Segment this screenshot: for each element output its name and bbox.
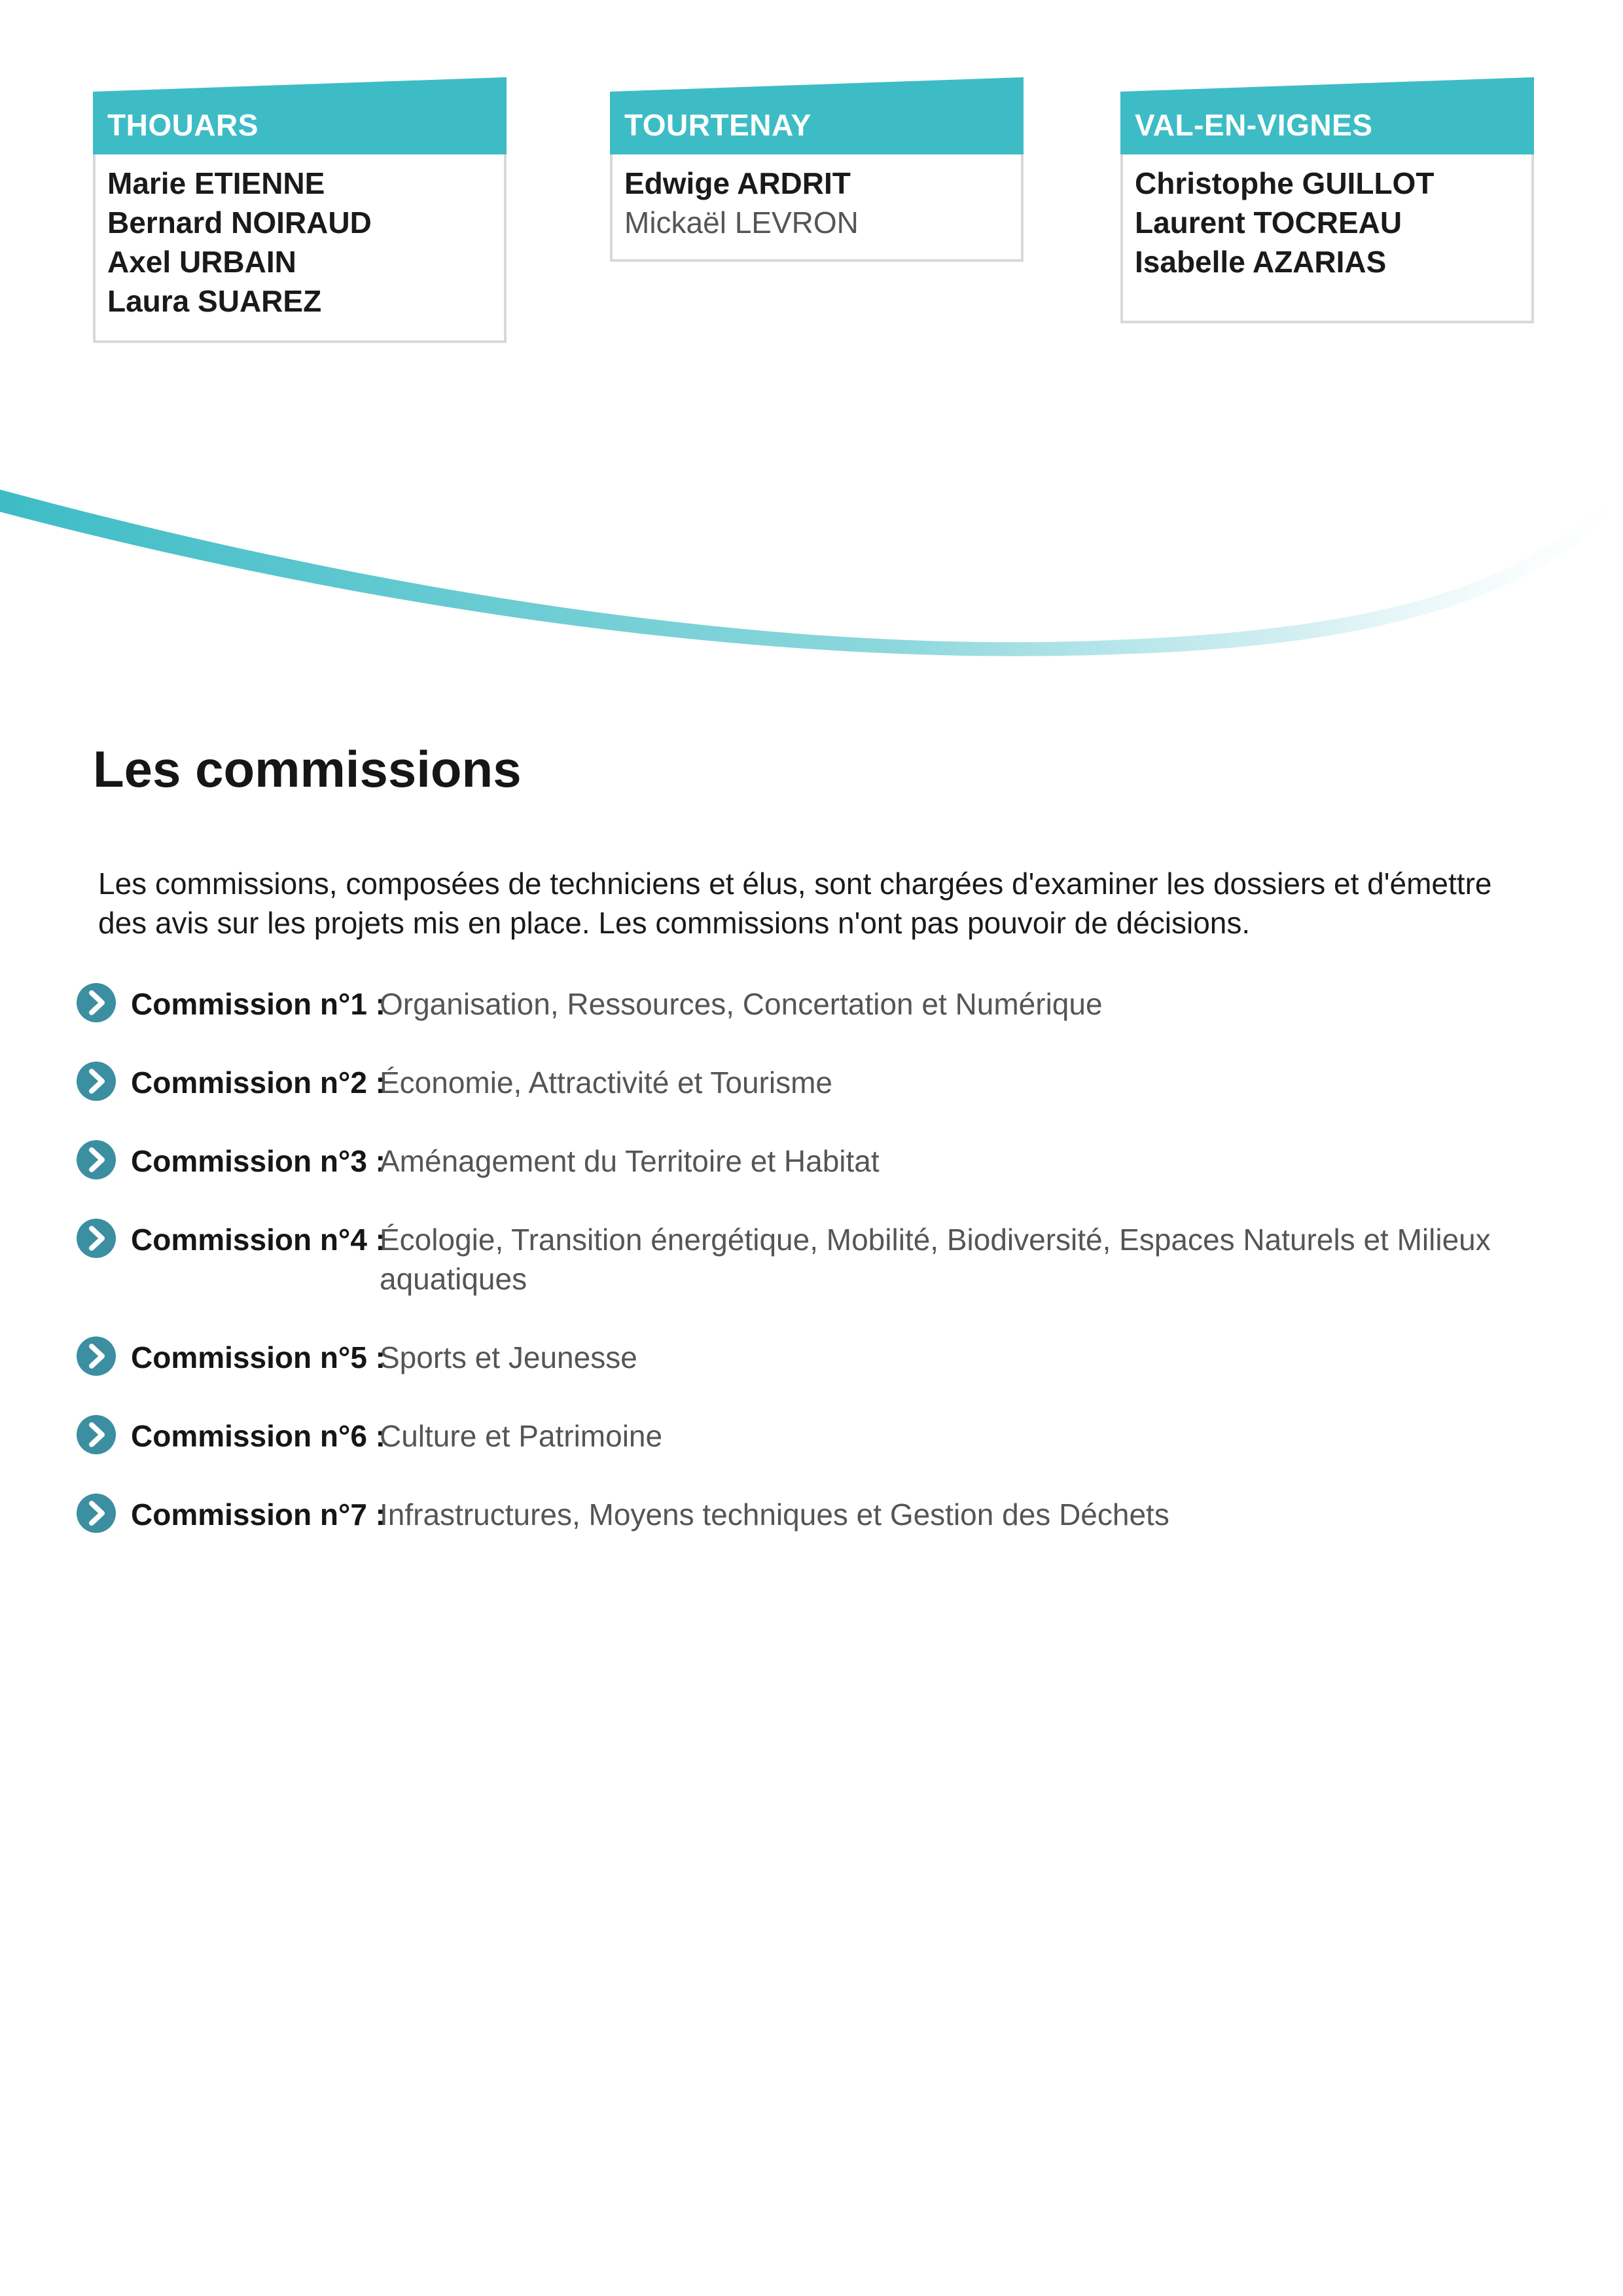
commune-name: TOURTENAY — [624, 108, 812, 142]
chevron-right-icon — [75, 1217, 117, 1259]
member-name: Mickaël LEVRON — [624, 206, 859, 240]
commune-name: THOUARS — [107, 108, 259, 142]
commission-label: Commission n°1 : — [131, 987, 386, 1021]
commune-card-val-en-vignes — [1120, 108, 1534, 323]
commune-header — [610, 77, 1024, 154]
member-name: Christophe GUILLOT — [1135, 166, 1435, 200]
commune-header — [1120, 77, 1534, 154]
chevron-right-icon — [75, 1060, 117, 1102]
member-name: Bernard NOIRAUD — [107, 206, 372, 240]
chevron-right-icon — [75, 1414, 117, 1456]
commission-text: Infrastructures, Moyens techniques et Gestion des Déchets — [380, 1498, 1169, 1532]
member-name: Laurent TOCREAU — [1135, 206, 1402, 240]
decorative-wave — [0, 458, 1623, 668]
member-name: Laura SUAREZ — [107, 284, 322, 318]
commission-text: Économie, Attractivité et Tourisme — [380, 1066, 832, 1100]
commune-card-tourtenay — [610, 108, 1024, 262]
chevron-right-icon — [75, 1335, 117, 1377]
section-intro: Les commissions, composées de techniciens et élus, sont chargées d'examiner les dossiers et d'émettre des avis sur les projets mis en place. Les commissions n'ont pas pouvoir de décisions. — [98, 867, 1492, 940]
commune-header — [93, 77, 507, 154]
commission-label: Commission n°2 : — [131, 1066, 386, 1100]
commission-label: Commission n°4 : — [131, 1223, 386, 1257]
commission-label: Commission n°7 : — [131, 1498, 386, 1532]
chevron-right-icon — [75, 1139, 117, 1181]
chevron-right-icon — [75, 982, 117, 1024]
commission-label: Commission n°5 : — [131, 1340, 386, 1374]
commune-card-thouars — [93, 108, 507, 343]
commission-text: Culture et Patrimoine — [380, 1419, 663, 1453]
member-name: Marie ETIENNE — [107, 166, 325, 200]
section-title: Les commissions — [93, 740, 522, 798]
member-name: Isabelle AZARIAS — [1135, 245, 1387, 279]
member-name: Edwige ARDRIT — [624, 166, 851, 200]
commission-label: Commission n°6 : — [131, 1419, 386, 1453]
commission-text: Sports et Jeunesse — [380, 1340, 637, 1374]
chevron-right-icon — [75, 1492, 117, 1534]
commission-text: Organisation, Ressources, Concertation et Numérique — [380, 987, 1103, 1021]
commission-label: Commission n°3 : — [131, 1144, 386, 1178]
member-name: Axel URBAIN — [107, 245, 296, 279]
commune-name: VAL-EN-VIGNES — [1135, 108, 1373, 142]
commission-text: Écologie, Transition énergétique, Mobilité, Biodiversité, Espaces Naturels et Milieux aquatiques — [380, 1223, 1491, 1296]
commission-text: Aménagement du Territoire et Habitat — [380, 1144, 880, 1178]
